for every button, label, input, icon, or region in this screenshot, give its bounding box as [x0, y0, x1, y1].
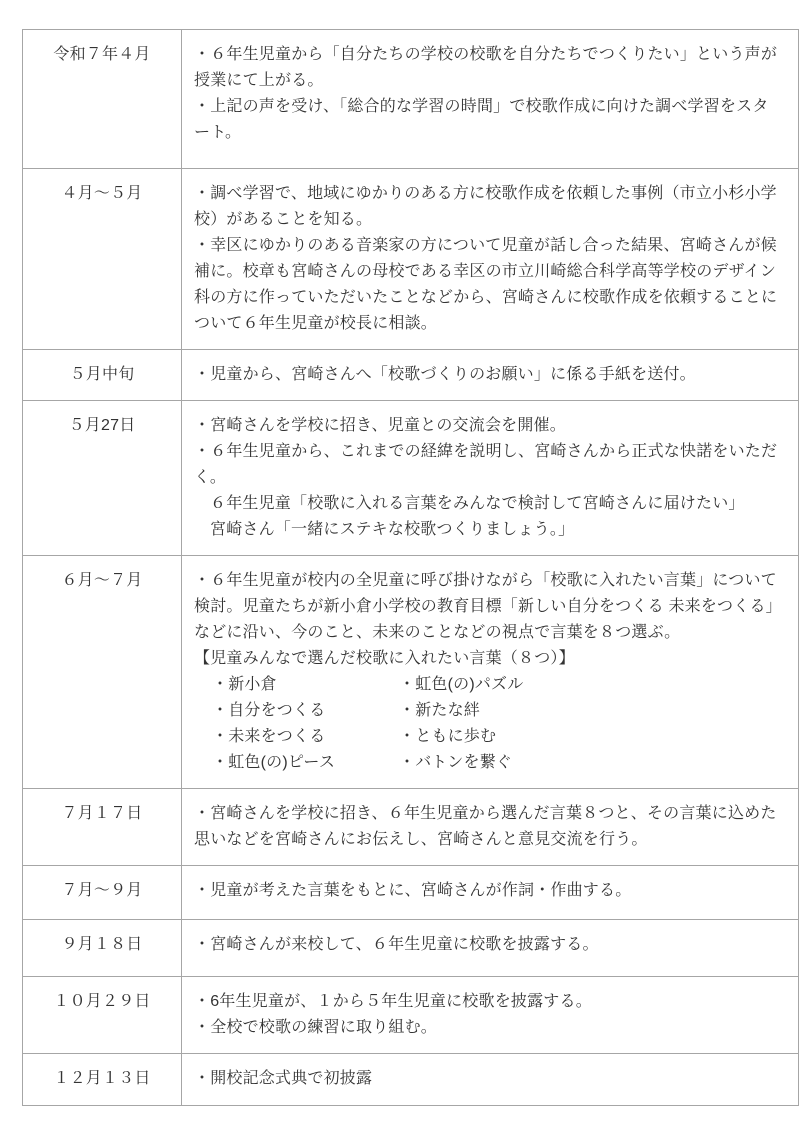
word-item: ・未来をつくる	[212, 728, 326, 745]
timeline-row	[23, 30, 799, 169]
content-paragraph: ・6年生児童が、１から５年生児童に校歌を披露する。	[194, 993, 592, 1010]
word-item: ・バトンを繋ぐ	[399, 754, 513, 771]
word-item: ・自分をつくる	[212, 702, 326, 719]
content-paragraph: ・上記の声を受け、「総合的な学習の時間」で校歌作成に向けた調べ学習をスタート。	[194, 98, 769, 141]
content-paragraph: 宮崎さん「一緒にステキな校歌つくりましょう。」	[210, 521, 575, 538]
date-cell: ７月～９月	[23, 866, 182, 920]
content-paragraph: ・宮崎さんが来校して、６年生児童に校歌を披露する。	[194, 936, 599, 953]
content-paragraph: ・開校記念式典で初披露	[194, 1070, 373, 1087]
content-cell	[182, 920, 799, 977]
content-cell	[182, 556, 799, 789]
date-cell: ５月27日	[23, 401, 182, 556]
timeline-row	[23, 169, 799, 350]
content-cell	[182, 866, 799, 920]
content-cell	[182, 350, 799, 401]
content-cell	[182, 401, 799, 556]
date-cell: ６月～７月	[23, 556, 182, 789]
timeline-table	[22, 29, 799, 1106]
content-paragraph: ・６年生児童から、これまでの経緯を説明し、宮崎さんから正式な快諾をいただく。	[194, 443, 778, 486]
content-cell	[182, 1054, 799, 1106]
content-paragraph: ６年生児童「校歌に入れる言葉をみんなで検討して宮崎さんに届けたい」	[210, 495, 745, 512]
timeline-table-body	[23, 30, 799, 1106]
content-paragraph: ・６年生児童から「自分たちの学校の校歌を自分たちでつくりたい」という声が授業にて上がる。	[194, 46, 778, 89]
word-item: ・新小倉	[212, 676, 277, 693]
timeline-row	[23, 866, 799, 920]
content-paragraph: 【児童みんなで選んだ校歌に入れたい言葉（８つ）】	[194, 650, 575, 667]
date-cell: 令和７年４月	[23, 30, 182, 169]
content-paragraph: ・児童が考えた言葉をもとに、宮崎さんが作詞・作曲する。	[194, 882, 632, 899]
date-cell: ９月１８日	[23, 920, 182, 977]
content-paragraph: ・６年生児童が校内の全児童に呼び掛けながら「校歌に入れたい言葉」について検討。児童たちが新小倉小学校の教育目標「新しい自分をつくる 未来をつくる」などに沿い、今のこと、未来のことなどの視点で言葉を８つ選ぶ。	[194, 572, 782, 641]
timeline-row	[23, 977, 799, 1054]
word-item: ・新たな絆	[399, 702, 481, 719]
date-cell: ７月１７日	[23, 789, 182, 866]
content-paragraph: ・児童から、宮崎さんへ「校歌づくりのお願い」に係る手紙を送付。	[194, 366, 696, 383]
timeline-row	[23, 1054, 799, 1106]
timeline-row	[23, 556, 799, 789]
timeline-row	[23, 401, 799, 556]
content-paragraph: ・全校で校歌の練習に取り組む。	[194, 1019, 438, 1036]
timeline-row	[23, 920, 799, 977]
content-paragraph: ・調べ学習で、地域にゆかりのある方に校歌作成を依頼した事例（市立小杉小学校）があることを知る。	[194, 185, 777, 228]
date-cell: ５月中旬	[23, 350, 182, 401]
timeline-row	[23, 350, 799, 401]
content-paragraph: ・宮崎さんを学校に招き、６年生児童から選んだ言葉８つと、その言葉に込めた思いなどを宮崎さんにお伝えし、宮崎さんと意見交流を行う。	[194, 805, 777, 848]
date-cell: １２月１３日	[23, 1054, 182, 1106]
content-cell	[182, 169, 799, 350]
date-cell: １０月２９日	[23, 977, 182, 1054]
word-item: ・虹色(の)パズル	[399, 676, 524, 693]
content-cell	[182, 30, 799, 169]
content-cell	[182, 977, 799, 1054]
word-grid	[194, 672, 784, 776]
date-cell: ４月～５月	[23, 169, 182, 350]
content-paragraph: ・宮崎さんを学校に招き、児童との交流会を開催。	[194, 417, 566, 434]
content-paragraph: ・幸区にゆかりのある音楽家の方について児童が話し合った結果、宮崎さんが候補に。校章も宮崎さんの母校である幸区の市立川崎総合科学高等学校のデザイン科の方に作っていただいたことなどから、宮崎さんに校歌作成を依頼することについて６年生児童が校長に相談。	[194, 237, 778, 332]
timeline-row	[23, 789, 799, 866]
word-item: ・虹色(の)ピース	[212, 754, 336, 771]
word-item: ・ともに歩む	[399, 728, 497, 745]
content-cell	[182, 789, 799, 866]
